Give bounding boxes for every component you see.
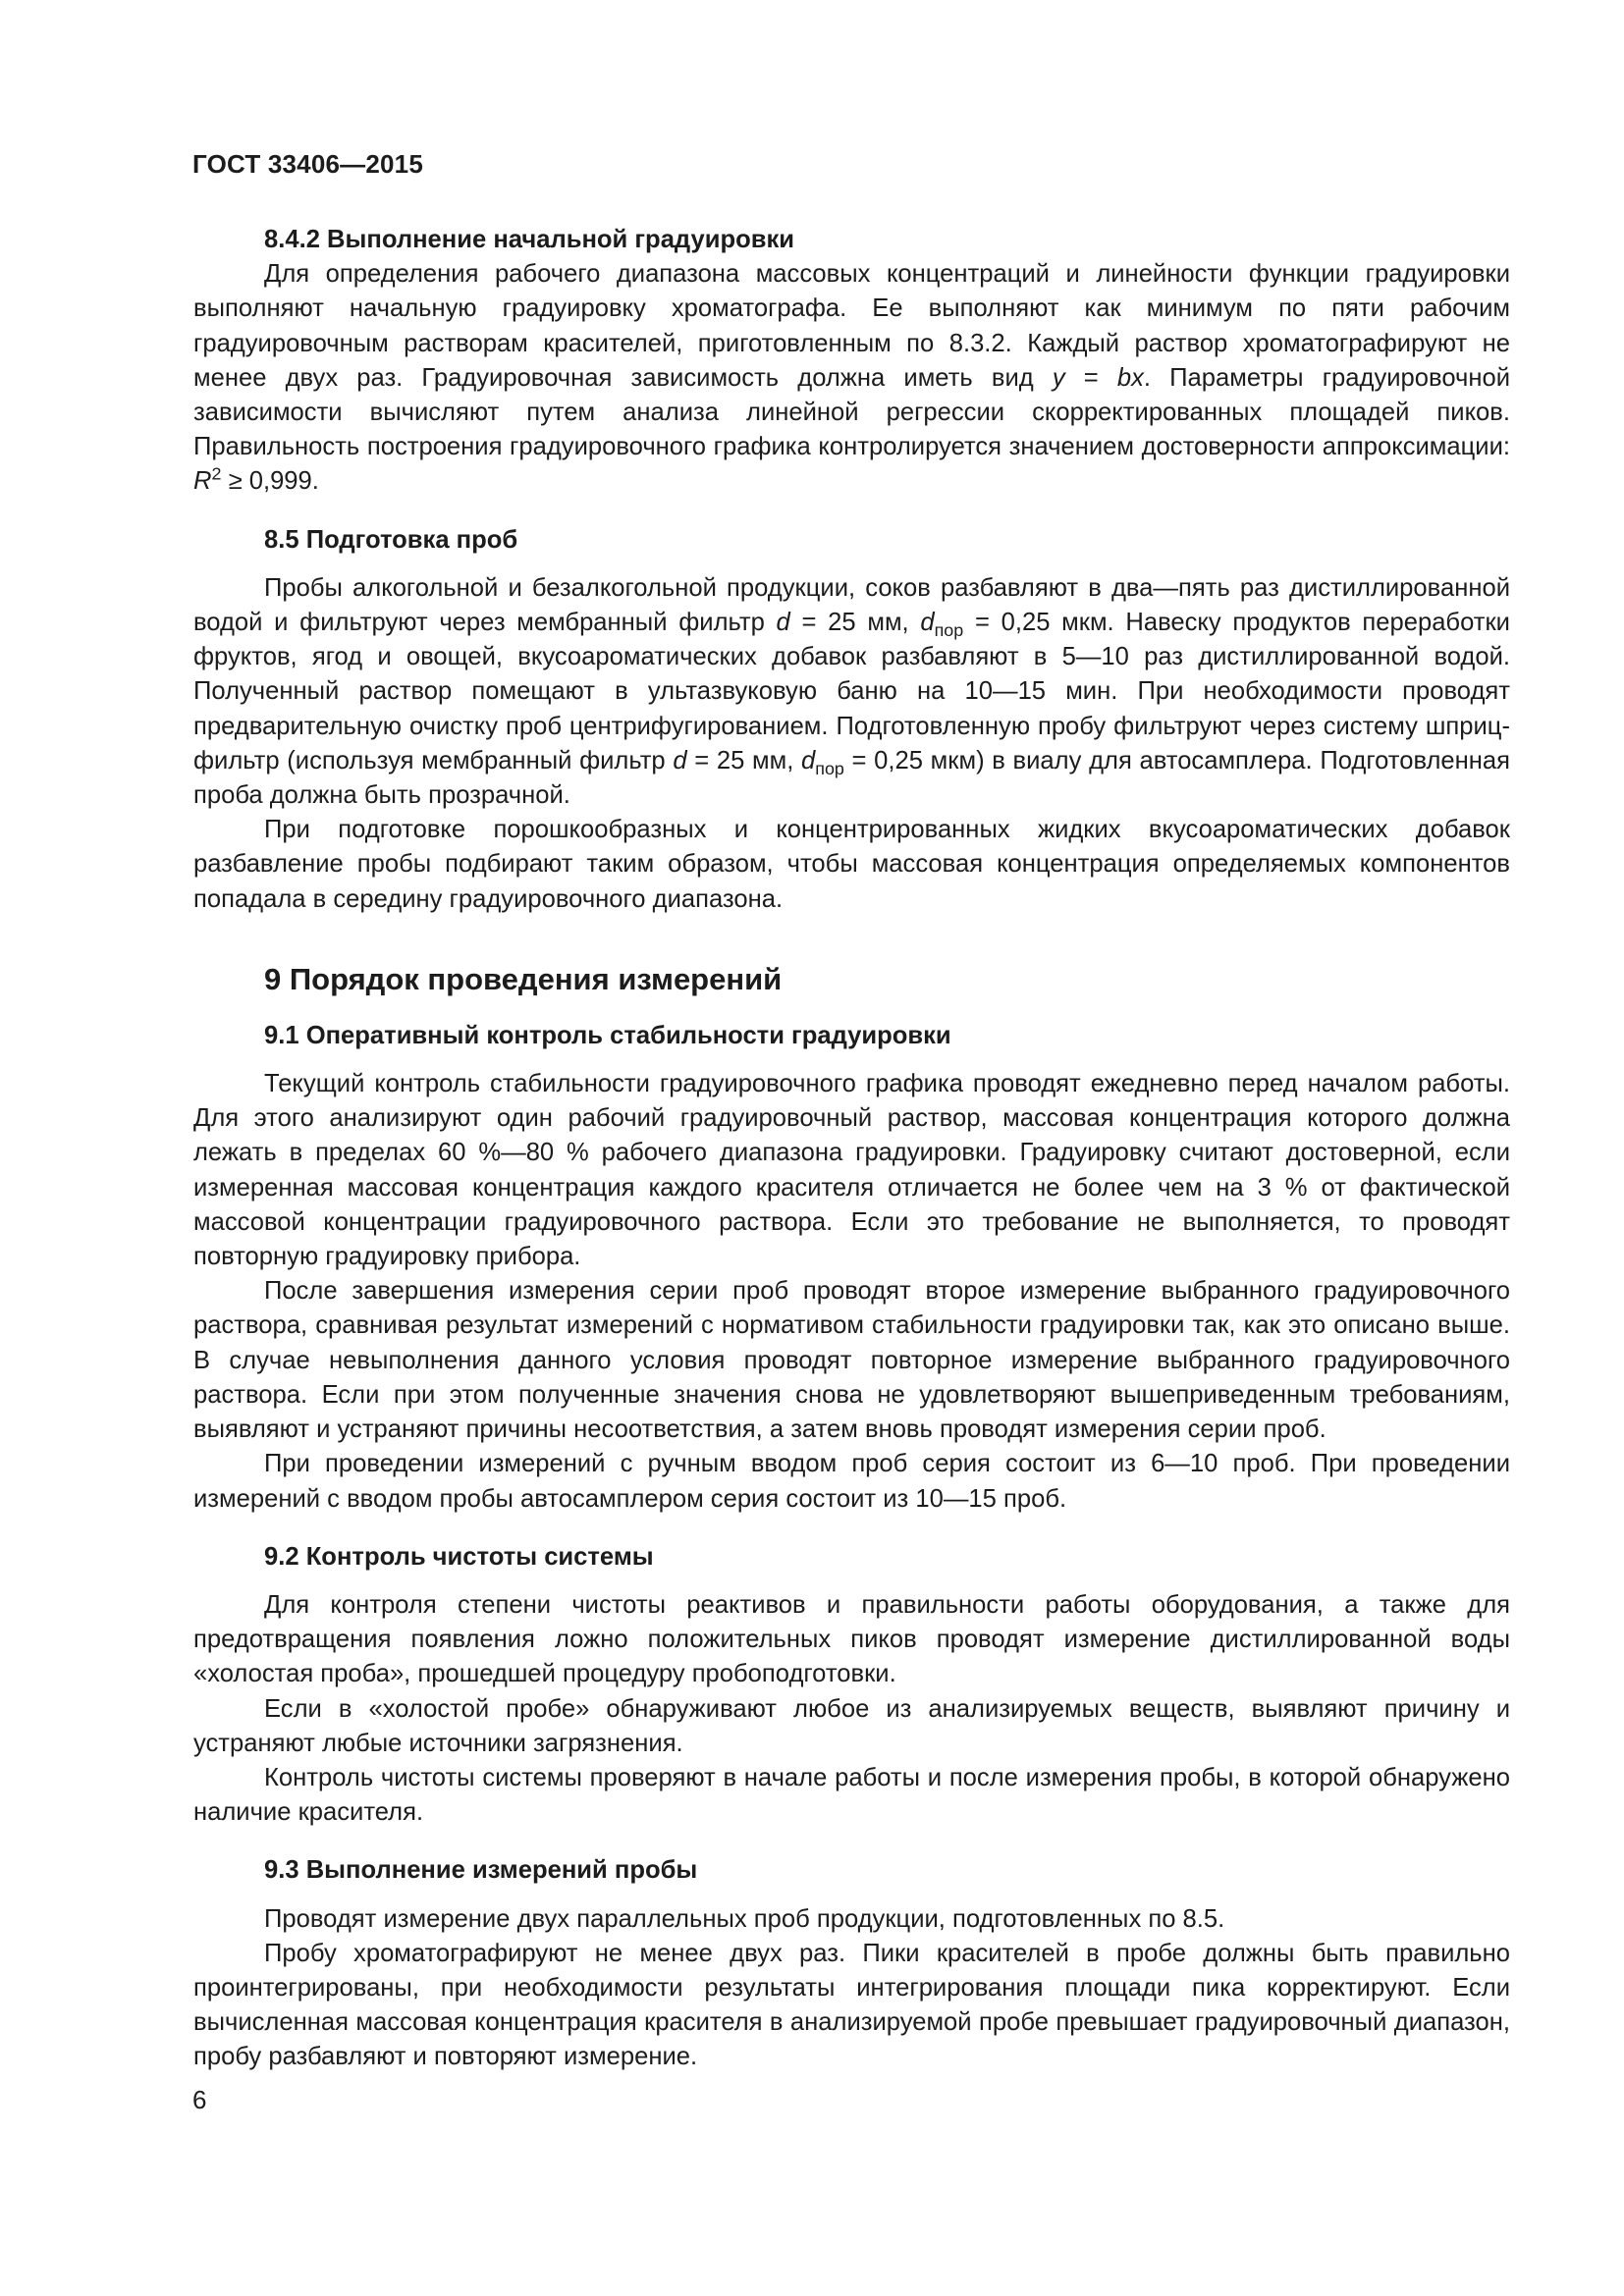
- paragraph: Контроль чистоты системы проверяют в начале работы и после измерения пробы, в которой обнаружено наличие красителя.: [193, 1763, 1510, 1827]
- paragraph: Пробы алкогольной и безалкогольной продукции, соков разбавляют в два—пять раз дистиллированной водой и фильтруют через мембранный фильтр d = 25 мм, $d_{пор} = 0,25$ мкм. Навеску продуктов переработки фруктов, ягод и овощей, вкусоароматических добавок разбавляют в 5—10 раз дистиллированной водой. Полученный раствор помещают в ультазвуковую баню на 10—15 мин. При необходимости проводят предварительную очистку проб центрифугированием. Подготовленную пробу фильтруют через систему шприц-фильтр (используя мембранный фильтр d = 25 мм, $d_{пор} = 0,25$ мкм) в виалу для автосамплера. Подготовленная проба должна быть прозрачной.: [193, 573, 1510, 810]
- page-number: 6: [192, 2085, 207, 2114]
- paragraph: Проводят измерение двух параллельных проб продукции, подготовленных по 8.5.: [264, 1904, 1225, 1933]
- paragraph: Текущий контроль стабильности градуировочного графика проводят ежедневно перед началом работы. Для этого анализируют один рабочий градуировочный раствор, массовая концентрация которого должна лежать в пределах 60 %—80 % рабочего диапазона градуировки. Градуировку считают достоверной, если измеренная массовая концентрация каждого красителя отличается не более чем на 3 % от фактической массовой концентрации градуировочного раствора. Если это требование не выполняется, то проводят повторную градуировку прибора.: [193, 1070, 1510, 1271]
- section-title-9: 9 Порядок проведения измерений: [264, 961, 783, 996]
- section-title-8-4-2: 8.4.2 Выполнение начальной градуировки: [264, 226, 794, 253]
- paragraph: После завершения измерения серии проб проводят второе измерение выбранного градуировочного раствора, сравнивая результат измерений с нормативом стабильности градуировки так, как это описано выше. В случае невыполнения данного условия проводят повторное измерение выбранного градуировочного раствора. Если при этом полученные значения снова не удовлетворяют вышеприведенным требованиям, выявляют и устраняют причины несоответствия, а затем вновь проводят измерения серии проб.: [193, 1277, 1510, 1444]
- paragraph: Для контроля степени чистоты реактивов и правильности работы оборудования, а также для предотвращения появления ложно положительных пиков проводят измерение дистиллированной воды «холостая проба», прошедшей процедуру пробоподготовки.: [193, 1590, 1510, 1688]
- section-title-8-5: 8.5 Подготовка проб: [264, 525, 518, 554]
- paragraph: При подготовке порошкообразных и концентрированных жидких вкусоароматических добавок разбавление пробы подбирают таким образом, чтобы массовая концентрация определяемых компонентов попадала в середину градуировочного диапазона.: [193, 816, 1510, 913]
- section-title-9-2: 9.2 Контроль чистоты системы: [264, 1542, 654, 1571]
- paragraph: Пробу хроматографируют не менее двух раз. Пики красителей в пробе должны быть правильно проинтегрированы, при необходимости результаты интегрирования площади пика корректируют. Если вычисленная массовая концентрация красителя в анализируемой пробе превышает градуировочный диапазон, пробу разбавляют и повторяют измерение.: [193, 1939, 1510, 2071]
- document-body: [193, 223, 1510, 2075]
- paragraph: Если в «холостой пробе» обнаруживают любое из анализируемых веществ, выявляют причину и устраняют любые источники загрязнения.: [193, 1694, 1510, 1757]
- document-code: ГОСТ 33406—2015: [192, 149, 423, 179]
- paragraph: При проведении измерений с ручным вводом проб серия состоит из 6—10 проб. При проведении измерений с вводом пробы автосамплером серия состоит из 10—15 проб.: [193, 1450, 1510, 1513]
- section-title-9-1: 9.1 Оперативный контроль стабильности градуировки: [264, 1021, 951, 1049]
- section-title-9-3: 9.3 Выполнение измерений пробы: [264, 1856, 698, 1885]
- paragraph: Для определения рабочего диапазона массовых концентраций и линейности функции градуировки выполняют начальную градуировку хроматографа. Ее выполняют как минимум по пяти рабочим градуировочным растворам красителей, приготовленным по 8.3.2. Каждый раствор хроматографируют не менее двух раз. Градуировочная зависимость должна иметь вид y = bx. Параметры градуировочной зависимости вычисляют путем анализа линейной регрессии скорректированных площадей пиков. Правильность построения градуировочного графика контролируется значением достоверности аппроксимации: $R^2 \ge 0,999$.: [193, 260, 1510, 496]
